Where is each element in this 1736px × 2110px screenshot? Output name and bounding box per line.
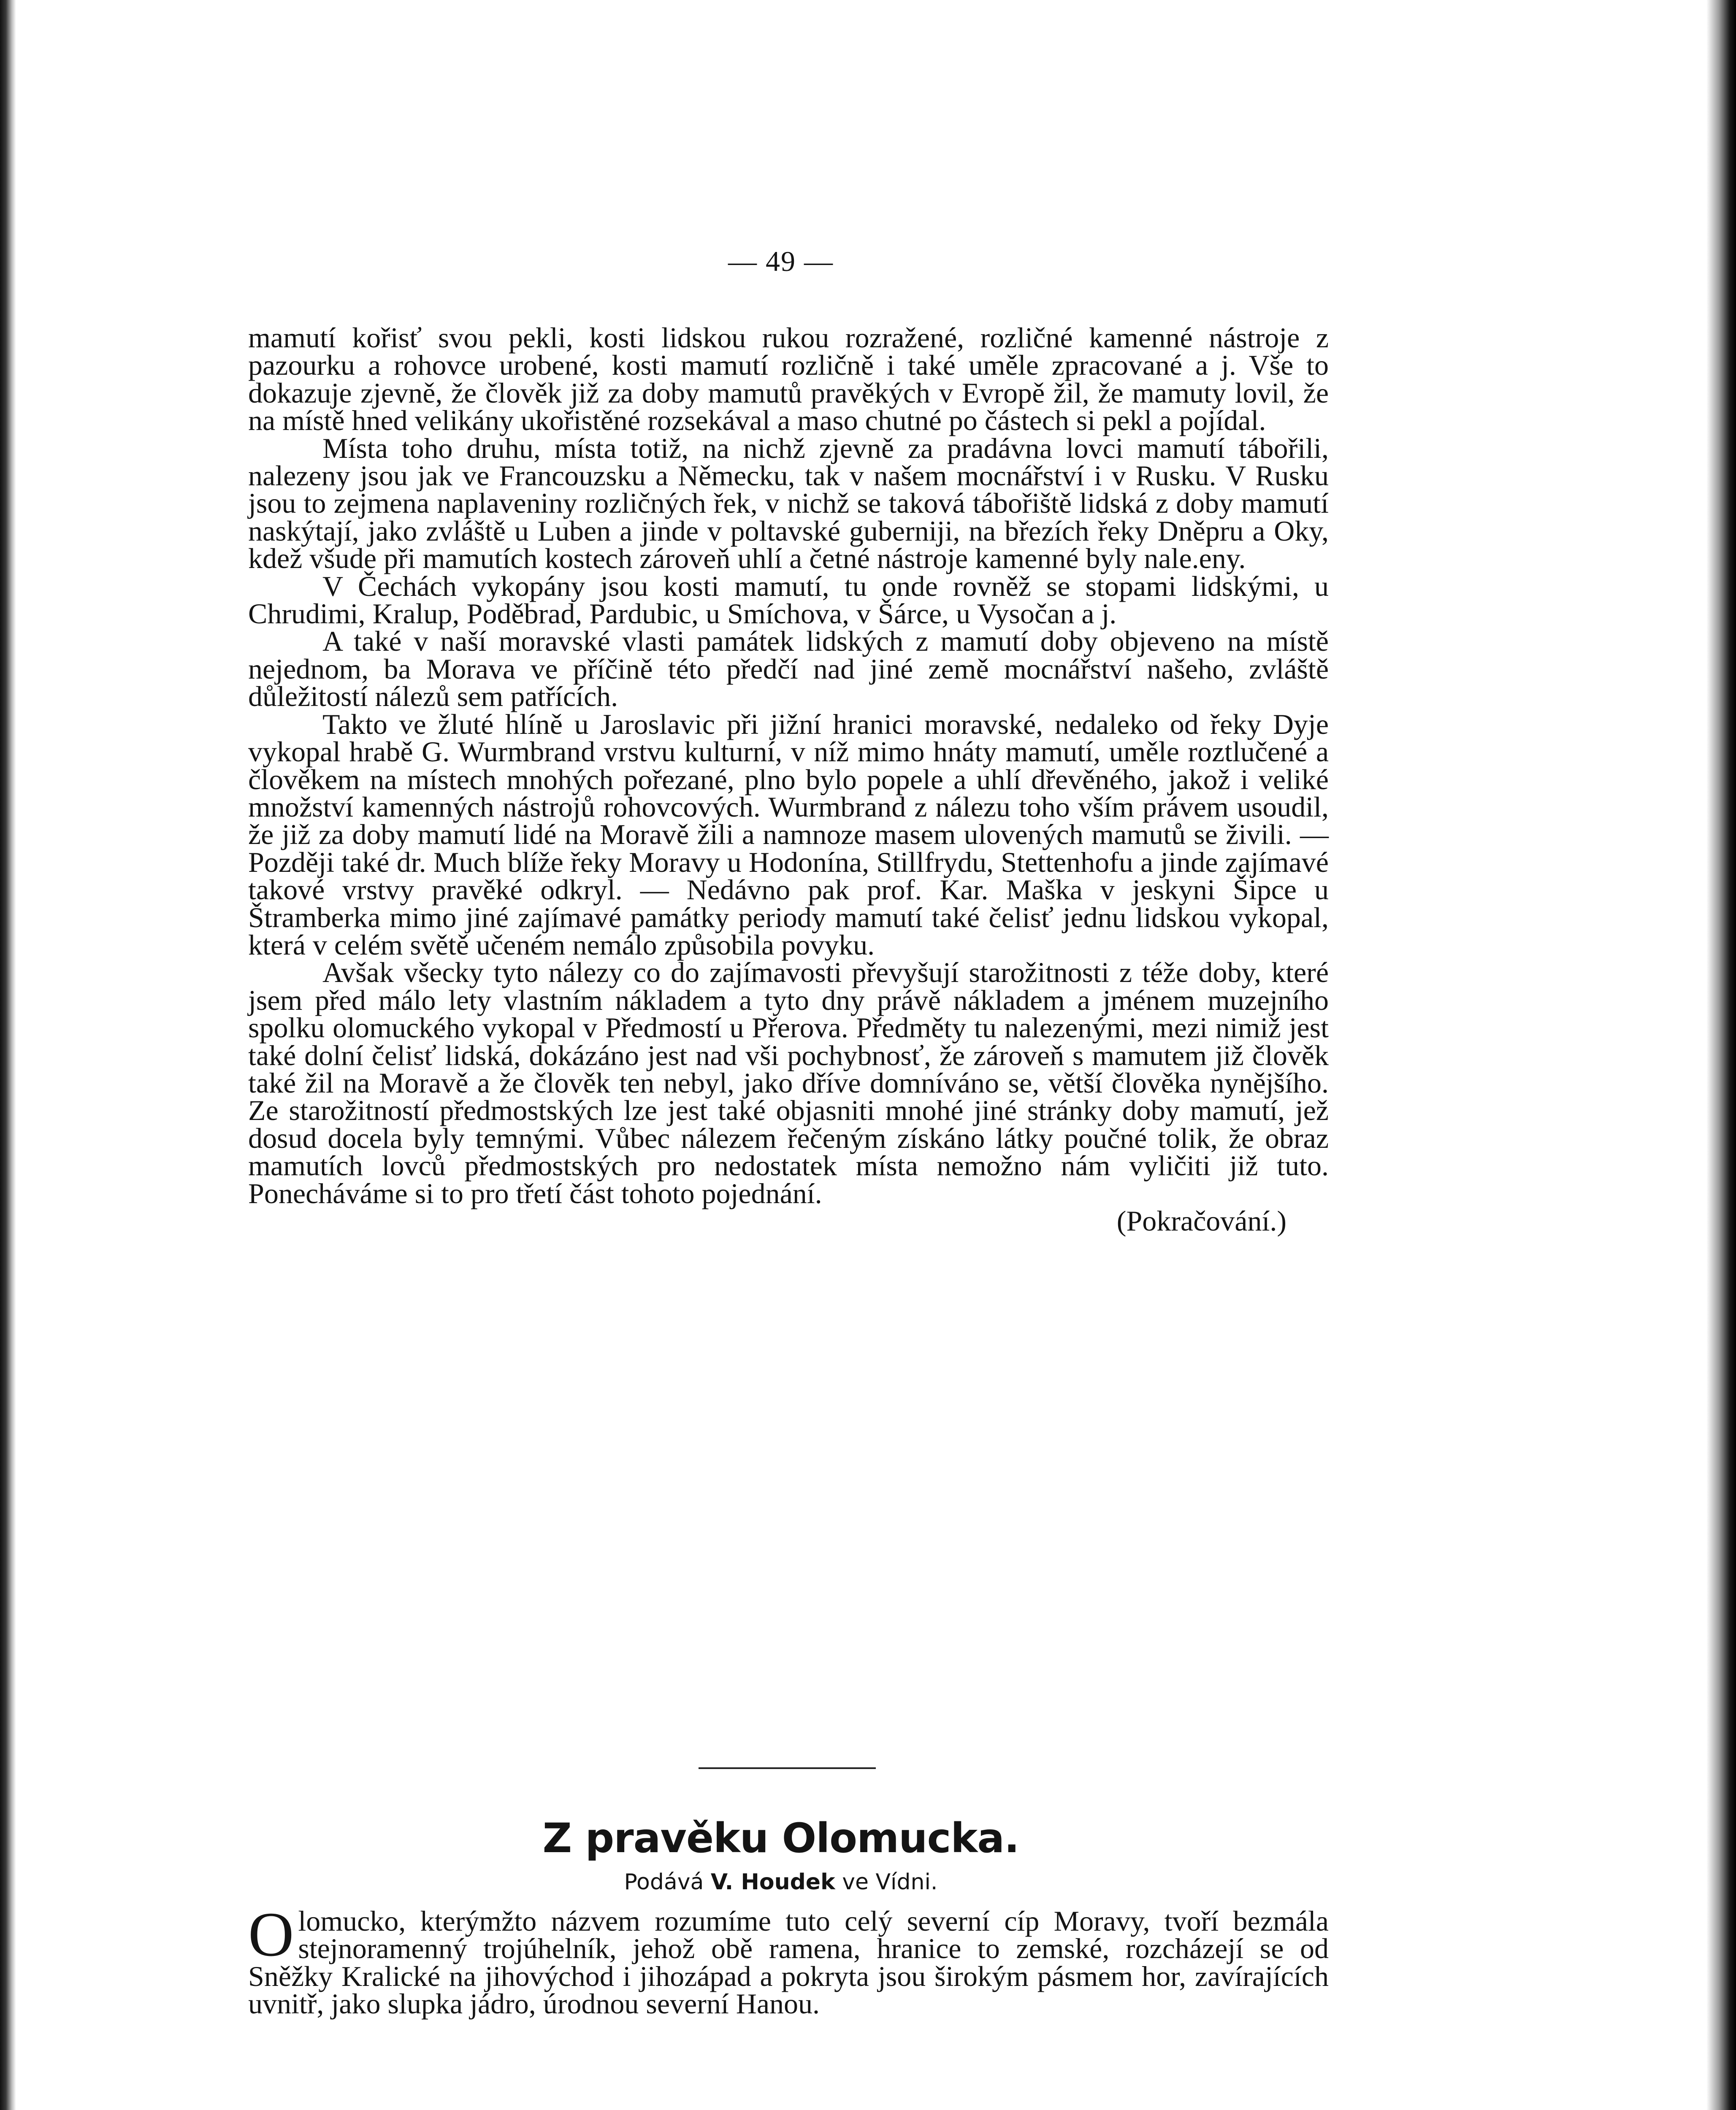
scan-right-edge [1706, 0, 1736, 2110]
section-divider [699, 1767, 876, 1769]
paragraph-2: Místa toho druhu, místa totiž, na nichž zjevně za pradávna lovci mamutí tábořili, nalezeny jsou jak ve Francouzsku a Německu, tak v našem mocnářství i v Rusku. V Rusku jsou to zejmena naplaveniny rozličných řek, v nichž se taková tábořiště lidská z doby mamutí naskýtají, jako zvláště u Luben a jinde v poltavské guberniji, na březích řeky Dněpru a Oky, kdež všude při mamutích kostech zároveň uhlí a četné nástroje kamenné byly nale.eny. [248, 432, 1329, 575]
paragraph-3: V Čechách vykopány jsou kosti mamutí, tu onde rovněž se stopami lidskými, u Chrudimi, Kralup, Poděbrad, Pardubic, u Smíchova, v Šárce, u Vysočan a j. [248, 570, 1329, 630]
article-first-paragraph [248, 1899, 1329, 2020]
paragraph-4: A také v naší moravské vlasti památek lidských z mamutí doby objeveno na místě nejednom, ba Morava ve příčině této předčí nad jiné země mocnářství našeho, zvláště důležitostí nálezů sem patřících. [248, 625, 1329, 713]
page-number: — 49 — [728, 245, 834, 277]
byline-prefix: Podává [624, 1869, 704, 1895]
main-text [248, 324, 1329, 1235]
byline-author: V. Houdek [710, 1869, 835, 1895]
paragraph-6: Avšak všecky tyto nálezy co do zajímavosti převyšují starožitnosti z téže doby, které jsem před málo lety vlastním nákladem a tyto dny právě nákladem a jménem muzejního spolku olomuckého vykopal v Předmostí u Přerova. Předměty tu nalezenými, mezi nimiž jest také dolní čelisť lidská, dokázáno jest nad vši pochybnosť, že zároveň s mamutem již člověk také žil na Moravě a že člověk ten nebyl, jako dříve domníváno se, větší člověka nynějšího. Ze starožitností předmostských lze jest také objasniti mnohé jiné stránky doby mamutí, jež dosud docela byly temnými. Vůbec nálezem řečeným získáno látky poučné tolik, že obraz mamutích lovců předmostských pro nedostatek místa nemožno nám vyličiti již tuto. Ponecháváme si to pro třetí část tohoto pojednání. [248, 956, 1329, 1209]
paragraph-1: mamutí kořisť svou pekli, kosti lidskou rukou rozražené, rozličné kamenné nástroje z pazourku a rohovce urobené, kosti mamutí rozličně i také uměle zpracované a j. Vše to dokazuje zjevně, že člověk již za doby mamutů pravěkých v Evropě žil, že mamuty lovil, že na místě hned velikány ukořistěné rozsekával a maso chutné po částech si pekl a pojídal. [248, 322, 1329, 437]
article-byline [464, 1869, 1097, 1895]
article-title: Z pravěku Olomucka. [542, 1815, 1019, 1862]
scan-left-edge [0, 0, 16, 2110]
drop-cap: O [248, 1899, 294, 1969]
paragraph-5: Takto ve žluté hlíně u Jaroslavic při jižní hranici moravské, nedaleko od řeky Dyje vykopal hrabě G. Wurmbrand vrstvu kulturní, v níž mimo hnáty mamutí, uměle roztlučené a člověkem na místech mnohých pořezané, plno bylo popele a uhlí dřevěného, jakož i veliké množství kamenných nástrojů rohovcových. Wurmbrand z nálezu toho vším právem usoudil, že již za doby mamutí lidé na Moravě žili a namnoze masem ulovených mamutů se živili. — Později také dr. Much blíže řeky Moravy u Hodonína, Stillfrydu, Stettenhofu a jinde zajímavé takové vrstvy pravěké odkryl. — Nedávno pak prof. Kar. Maška v jeskyni Šipce u Štramberka mimo jiné zajímavé památky periody mamutí také čelisť jednu lidskou vykopal, která v celém světě učeném nemálo způsobila povyku. [248, 708, 1329, 961]
article-paragraph-text: lomucko, kterýmžto názvem rozumíme tuto celý severní cíp Moravy, tvoří bezmála stejnoramenný trojúhelník, jehož obě ramena, hranice to zemské, rozcházejí se od Sněžky Kralické na jihovýchod i jihozápad a pokryta jsou širokým pásmem hor, zavírajících uvnitř, jako slupka jádro, úrodnou severní Hanou. [248, 1905, 1329, 2020]
byline-suffix: ve Vídni. [842, 1869, 938, 1895]
continuation-note: (Pokračování.) [1116, 1205, 1286, 1237]
